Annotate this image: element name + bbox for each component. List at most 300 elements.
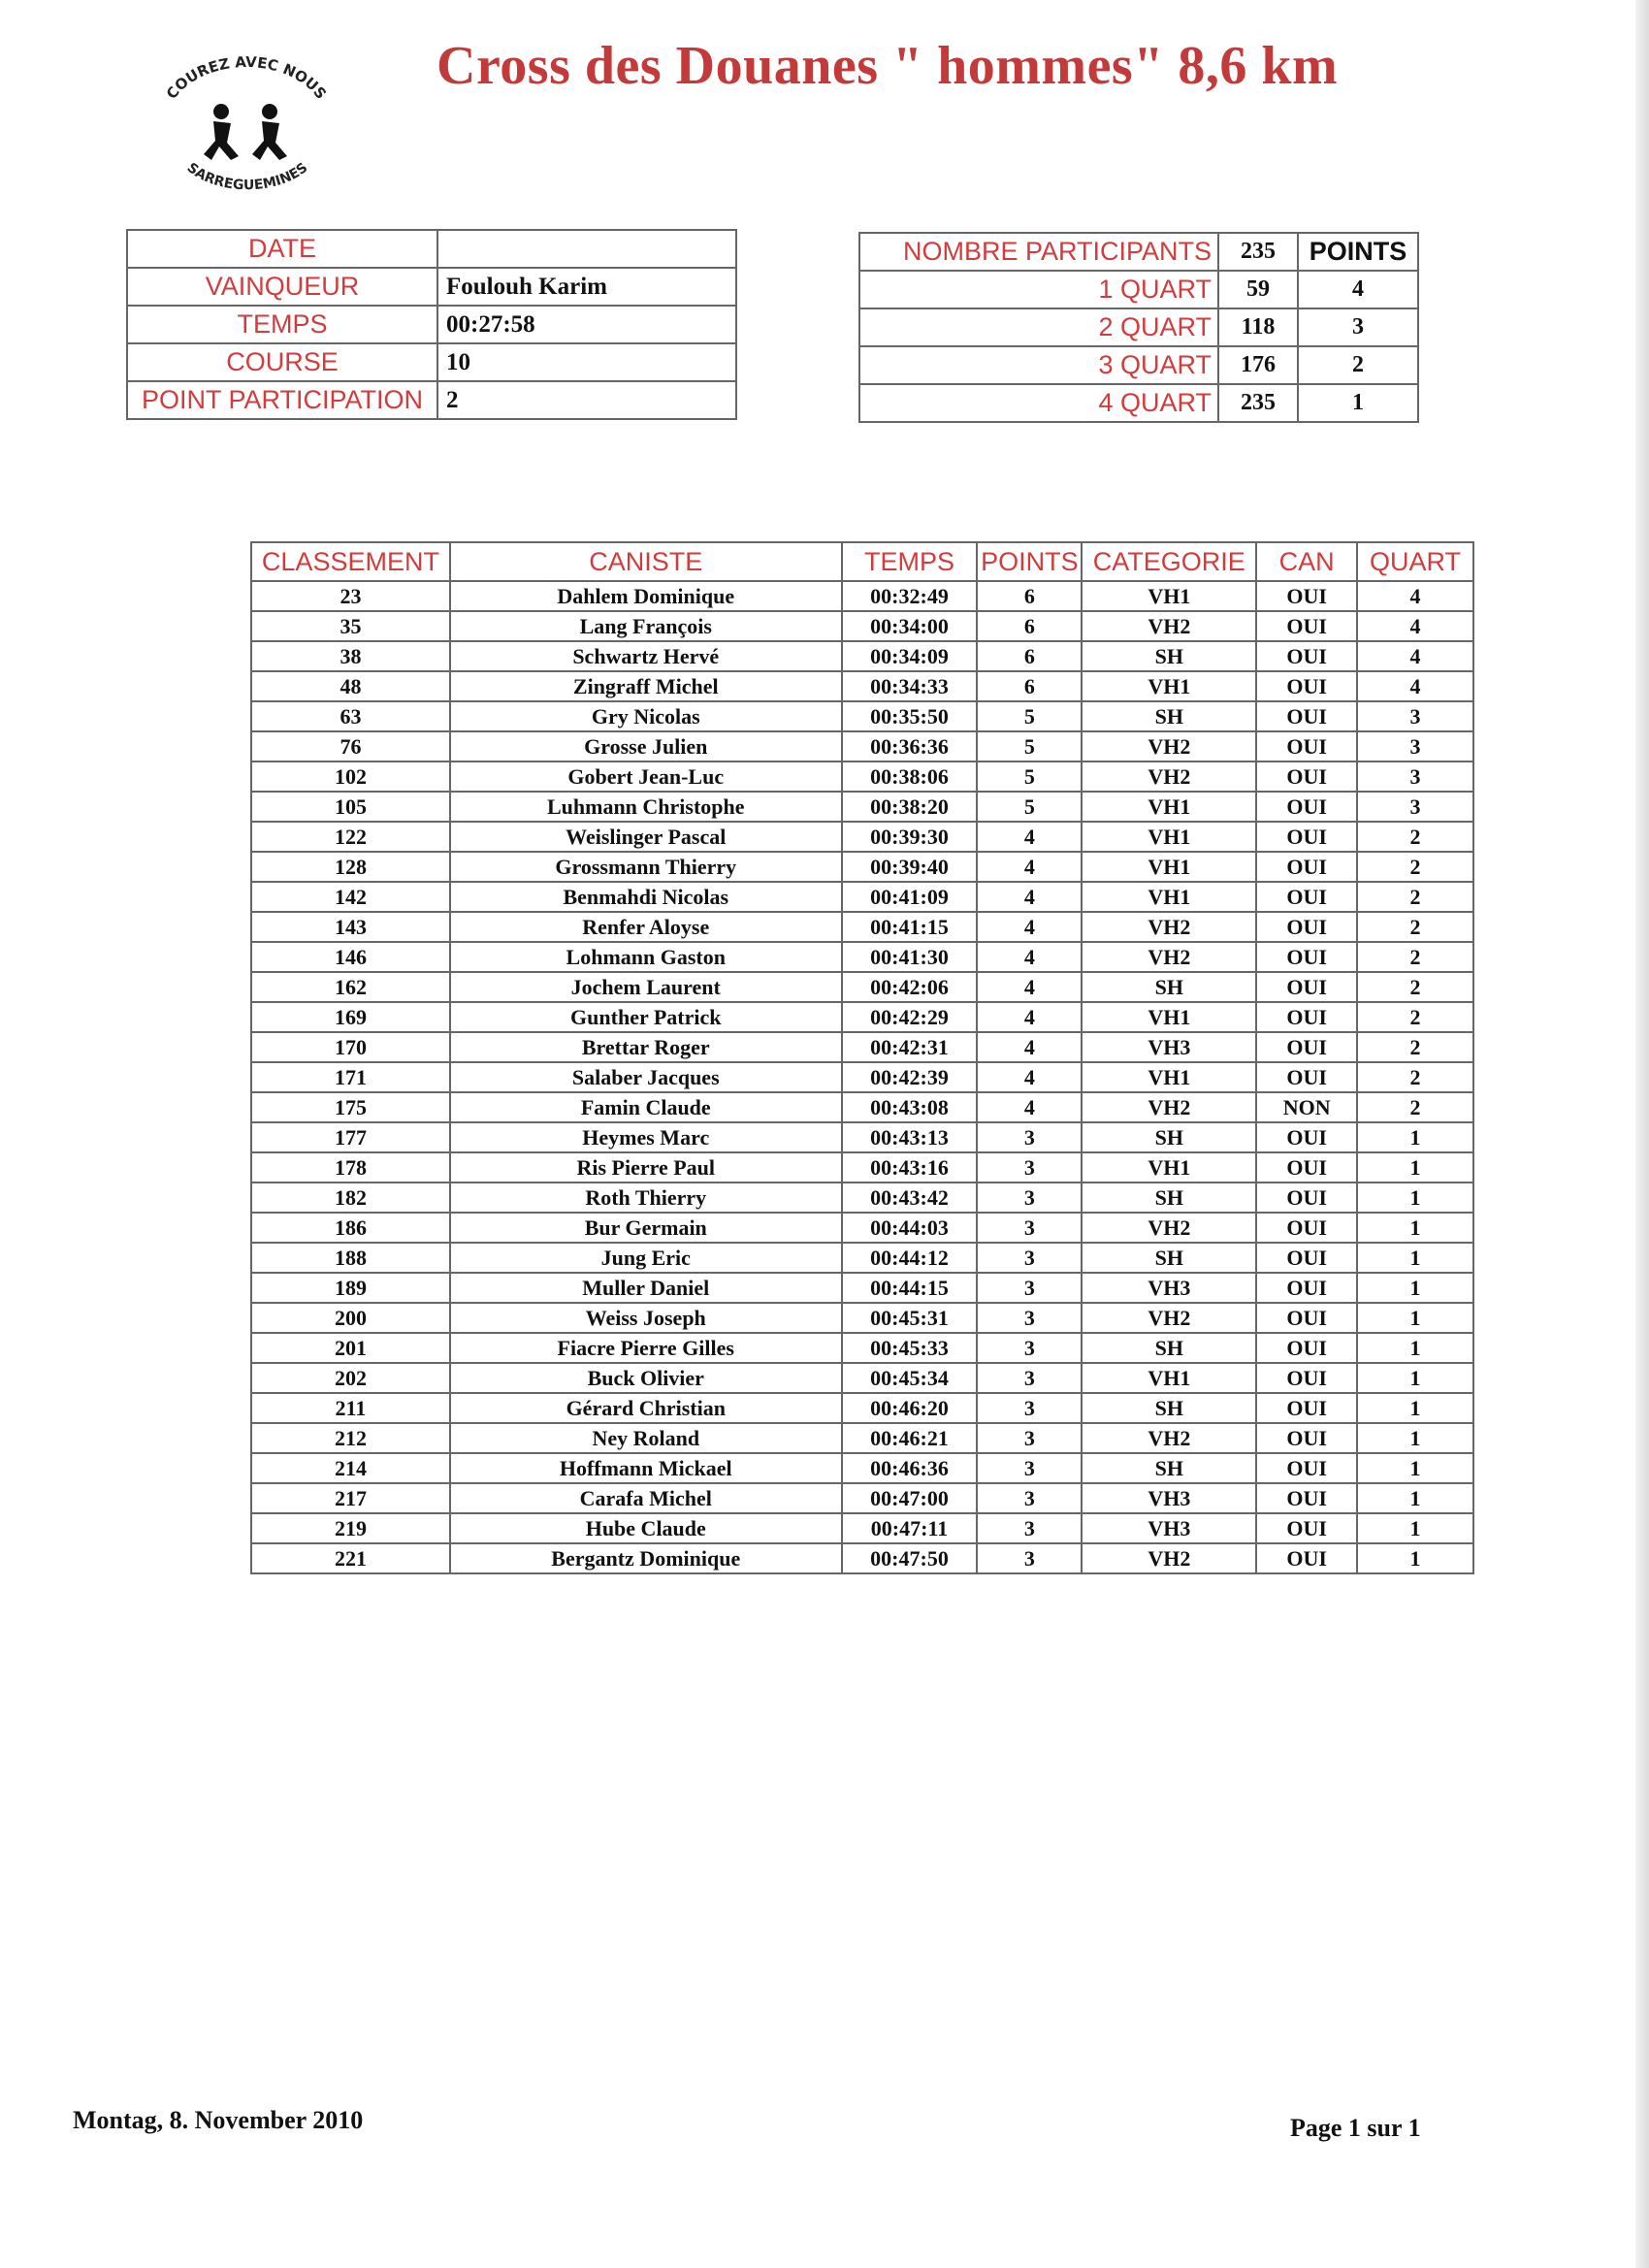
cell-time: 00:42:31 [842,1032,978,1062]
cell-quarter: 2 [1357,1002,1473,1032]
cell-category: VH3 [1082,1032,1256,1062]
info-row-winner [127,268,736,306]
table-row [251,822,1473,852]
table-row [251,1183,1473,1213]
table-row [251,1002,1473,1032]
info-row-participation-points [127,381,736,419]
table-row [251,1032,1473,1062]
cell-points: 4 [977,1062,1082,1092]
cell-can: OUI [1256,1393,1357,1423]
logo-bottom-text: SARREGUEMINES [183,160,311,194]
cell-points: 5 [977,731,1082,761]
cell-quarter: 2 [1357,882,1473,912]
cell-name: Ris Pierre Paul [450,1152,842,1183]
participants-total: 235 [1218,233,1298,271]
cell-points: 3 [977,1243,1082,1273]
cell-can: OUI [1256,1122,1357,1152]
cell-time: 00:39:30 [842,822,978,852]
column-header-points: POINTS [977,542,1082,581]
cell-name: Lohmann Gaston [450,942,842,972]
cell-name: Fiacre Pierre Gilles [450,1333,842,1363]
club-logo [146,53,344,204]
column-header-time: TEMPS [842,542,978,581]
cell-can: OUI [1256,1453,1357,1483]
cell-time: 00:47:50 [842,1543,978,1573]
cell-name: Lang François [450,611,842,641]
info-label: DATE [127,230,437,268]
cell-can: OUI [1256,641,1357,671]
cell-category: VH3 [1082,1273,1256,1303]
table-row [251,1483,1473,1513]
cell-name: Schwartz Hervé [450,641,842,671]
cell-name: Bur Germain [450,1213,842,1243]
cell-points: 4 [977,972,1082,1002]
cell-category: SH [1082,1122,1256,1152]
cell-rank: 48 [251,671,450,701]
cell-name: Grossmann Thierry [450,852,842,882]
svg-text:SARREGUEMINES [184,160,311,193]
cell-time: 00:47:11 [842,1513,978,1543]
cell-time: 00:36:36 [842,731,978,761]
quarter-row [859,308,1418,346]
table-row [251,641,1473,671]
cell-points: 5 [977,792,1082,822]
table-row [251,761,1473,792]
cell-quarter: 4 [1357,581,1473,611]
cell-time: 00:46:20 [842,1393,978,1423]
cell-can: OUI [1256,1333,1357,1363]
cell-category: VH1 [1082,852,1256,882]
cell-rank: 63 [251,701,450,731]
cell-quarter: 3 [1357,731,1473,761]
quarter-label: 2 QUART [859,308,1218,346]
cell-can: OUI [1256,912,1357,942]
cell-can: OUI [1256,701,1357,731]
cell-rank: 202 [251,1363,450,1393]
cell-can: OUI [1256,581,1357,611]
cell-quarter: 1 [1357,1152,1473,1183]
cell-name: Renfer Aloyse [450,912,842,942]
cell-can: OUI [1256,972,1357,1002]
cell-time: 00:34:00 [842,611,978,641]
cell-name: Luhmann Christophe [450,792,842,822]
cell-time: 00:43:42 [842,1183,978,1213]
cell-can: OUI [1256,852,1357,882]
cell-can: NON [1256,1092,1357,1122]
cell-quarter: 1 [1357,1453,1473,1483]
cell-can: OUI [1256,1213,1357,1243]
cell-rank: 143 [251,912,450,942]
table-row [251,852,1473,882]
cell-points: 4 [977,852,1082,882]
cell-quarter: 1 [1357,1393,1473,1423]
column-header-category: CATEGORIE [1082,542,1256,581]
footer-date: Montag, 8. November 2010 [73,2106,364,2134]
cell-quarter: 4 [1357,671,1473,701]
cell-quarter: 1 [1357,1183,1473,1213]
column-header-can: CAN [1256,542,1357,581]
cell-category: VH1 [1082,1152,1256,1183]
quarter-label: 4 QUART [859,384,1218,422]
cell-rank: 171 [251,1062,450,1092]
cell-name: Roth Thierry [450,1183,842,1213]
cell-points: 3 [977,1303,1082,1333]
cell-name: Carafa Michel [450,1483,842,1513]
cell-category: VH2 [1082,1213,1256,1243]
cell-category: SH [1082,1453,1256,1483]
participants-table [858,232,1419,423]
quarter-count: 59 [1218,271,1298,308]
cell-points: 4 [977,912,1082,942]
cell-name: Bergantz Dominique [450,1543,842,1573]
table-row [251,912,1473,942]
cell-can: OUI [1256,1032,1357,1062]
cell-time: 00:32:49 [842,581,978,611]
cell-rank: 142 [251,882,450,912]
quarter-points: 1 [1298,384,1418,422]
cell-can: OUI [1256,1483,1357,1513]
cell-category: SH [1082,701,1256,731]
cell-points: 3 [977,1543,1082,1573]
table-row [251,1423,1473,1453]
cell-points: 3 [977,1213,1082,1243]
cell-quarter: 2 [1357,1032,1473,1062]
cell-category: SH [1082,1243,1256,1273]
quarter-count: 118 [1218,308,1298,346]
cell-points: 3 [977,1333,1082,1363]
cell-rank: 201 [251,1333,450,1363]
cell-quarter: 4 [1357,611,1473,641]
cell-can: OUI [1256,822,1357,852]
column-header-rank: CLASSEMENT [251,542,450,581]
cell-can: OUI [1256,611,1357,641]
cell-quarter: 2 [1357,822,1473,852]
cell-category: VH1 [1082,1002,1256,1032]
cell-rank: 211 [251,1393,450,1423]
cell-time: 00:44:12 [842,1243,978,1273]
cell-rank: 162 [251,972,450,1002]
cell-quarter: 2 [1357,912,1473,942]
cell-rank: 217 [251,1483,450,1513]
cell-can: OUI [1256,882,1357,912]
svg-text:COUREZ AVEC NOUS [163,53,330,103]
cell-can: OUI [1256,1273,1357,1303]
cell-quarter: 1 [1357,1543,1473,1573]
cell-time: 00:43:16 [842,1152,978,1183]
cell-time: 00:34:33 [842,671,978,701]
cell-points: 3 [977,1483,1082,1513]
cell-points: 3 [977,1453,1082,1483]
cell-name: Salaber Jacques [450,1062,842,1092]
quarter-label: 1 QUART [859,271,1218,308]
table-row [251,1092,1473,1122]
quarter-row [859,271,1418,308]
cell-rank: 128 [251,852,450,882]
cell-name: Ney Roland [450,1423,842,1453]
table-row [251,1393,1473,1423]
cell-rank: 122 [251,822,450,852]
cell-quarter: 2 [1357,852,1473,882]
cell-time: 00:42:06 [842,972,978,1002]
cell-rank: 23 [251,581,450,611]
cell-quarter: 2 [1357,972,1473,1002]
cell-category: VH1 [1082,792,1256,822]
cell-category: VH1 [1082,882,1256,912]
quarter-label: 3 QUART [859,346,1218,384]
info-value [437,230,736,268]
cell-name: Gry Nicolas [450,701,842,731]
cell-quarter: 4 [1357,641,1473,671]
cell-rank: 170 [251,1032,450,1062]
cell-name: Jung Eric [450,1243,842,1273]
cell-rank: 102 [251,761,450,792]
cell-can: OUI [1256,942,1357,972]
cell-quarter: 3 [1357,701,1473,731]
cell-quarter: 3 [1357,761,1473,792]
cell-name: Gérard Christian [450,1393,842,1423]
cell-time: 00:44:15 [842,1273,978,1303]
cell-rank: 146 [251,942,450,972]
cell-rank: 35 [251,611,450,641]
info-value: 2 [437,381,736,419]
cell-name: Grosse Julien [450,731,842,761]
cell-time: 00:43:13 [842,1122,978,1152]
cell-name: Gunther Patrick [450,1002,842,1032]
participants-label: NOMBRE PARTICIPANTS [859,233,1218,271]
cell-category: VH2 [1082,912,1256,942]
cell-points: 3 [977,1423,1082,1453]
table-row [251,611,1473,641]
cell-quarter: 1 [1357,1423,1473,1453]
table-row [251,1062,1473,1092]
quarter-points: 4 [1298,271,1418,308]
column-header-name: CANISTE [450,542,842,581]
cell-rank: 38 [251,641,450,671]
cell-can: OUI [1256,1152,1357,1183]
points-header: POINTS [1298,233,1418,271]
cell-category: SH [1082,641,1256,671]
cell-category: VH2 [1082,1092,1256,1122]
cell-category: SH [1082,1183,1256,1213]
logo-top-text: COUREZ AVEC NOUS [162,53,331,103]
cell-rank: 169 [251,1002,450,1032]
info-value: Foulouh Karim [437,268,736,306]
table-row [251,1453,1473,1483]
cell-points: 3 [977,1273,1082,1303]
cell-points: 5 [977,701,1082,731]
cell-points: 3 [977,1393,1082,1423]
cell-points: 6 [977,611,1082,641]
cell-name: Muller Daniel [450,1273,842,1303]
quarter-points: 2 [1298,346,1418,384]
cell-points: 4 [977,1092,1082,1122]
race-info-table [126,229,737,420]
cell-name: Hoffmann Mickael [450,1453,842,1483]
cell-points: 3 [977,1363,1082,1393]
cell-time: 00:46:21 [842,1423,978,1453]
info-row-time [127,306,736,343]
cell-name: Buck Olivier [450,1363,842,1393]
participants-header-row [859,233,1418,271]
table-row [251,942,1473,972]
cell-time: 00:47:00 [842,1483,978,1513]
cell-category: VH2 [1082,761,1256,792]
cell-points: 6 [977,641,1082,671]
results-table [250,541,1474,1574]
cell-category: VH1 [1082,1363,1256,1393]
cell-rank: 182 [251,1183,450,1213]
cell-category: VH2 [1082,1423,1256,1453]
table-row [251,1152,1473,1183]
table-row [251,581,1473,611]
cell-time: 00:38:06 [842,761,978,792]
cell-quarter: 1 [1357,1243,1473,1273]
cell-can: OUI [1256,1002,1357,1032]
cell-can: OUI [1256,1543,1357,1573]
cell-can: OUI [1256,1243,1357,1273]
cell-name: Gobert Jean-Luc [450,761,842,792]
cell-time: 00:43:08 [842,1092,978,1122]
quarter-points: 3 [1298,308,1418,346]
cell-category: SH [1082,1393,1256,1423]
cell-can: OUI [1256,1062,1357,1092]
cell-name: Dahlem Dominique [450,581,842,611]
cell-points: 4 [977,1002,1082,1032]
page-title: Cross des Douanes " hommes" 8,6 km [436,36,1339,96]
cell-points: 3 [977,1122,1082,1152]
cell-rank: 175 [251,1092,450,1122]
cell-name: Zingraff Michel [450,671,842,701]
cell-name: Jochem Laurent [450,972,842,1002]
cell-points: 4 [977,882,1082,912]
cell-can: OUI [1256,671,1357,701]
table-row [251,792,1473,822]
quarter-row [859,346,1418,384]
quarter-count: 176 [1218,346,1298,384]
cell-category: SH [1082,1333,1256,1363]
cell-category: VH2 [1082,731,1256,761]
cell-time: 00:41:15 [842,912,978,942]
info-value: 00:27:58 [437,306,736,343]
runner-right-icon [252,104,287,160]
cell-category: VH2 [1082,1303,1256,1333]
table-row [251,1213,1473,1243]
cell-rank: 178 [251,1152,450,1183]
cell-time: 00:45:31 [842,1303,978,1333]
cell-category: VH1 [1082,822,1256,852]
cell-name: Weiss Joseph [450,1303,842,1333]
table-row [251,1243,1473,1273]
cell-can: OUI [1256,1363,1357,1393]
cell-category: VH2 [1082,1543,1256,1573]
cell-rank: 76 [251,731,450,761]
info-label: POINT PARTICIPATION [127,381,437,419]
cell-name: Hube Claude [450,1513,842,1543]
cell-quarter: 1 [1357,1303,1473,1333]
cell-quarter: 1 [1357,1213,1473,1243]
cell-points: 3 [977,1152,1082,1183]
cell-points: 4 [977,822,1082,852]
cell-can: OUI [1256,1513,1357,1543]
cell-name: Brettar Roger [450,1032,842,1062]
cell-quarter: 1 [1357,1363,1473,1393]
cell-rank: 219 [251,1513,450,1543]
cell-time: 00:42:39 [842,1062,978,1092]
cell-points: 4 [977,942,1082,972]
column-header-quarter: QUART [1357,542,1473,581]
cell-quarter: 1 [1357,1333,1473,1363]
cell-quarter: 2 [1357,1092,1473,1122]
cell-name: Famin Claude [450,1092,842,1122]
cell-category: VH2 [1082,942,1256,972]
cell-can: OUI [1256,1303,1357,1333]
cell-name: Weislinger Pascal [450,822,842,852]
table-row [251,1513,1473,1543]
cell-can: OUI [1256,731,1357,761]
cell-time: 00:41:30 [842,942,978,972]
cell-can: OUI [1256,1423,1357,1453]
cell-category: VH2 [1082,611,1256,641]
table-row [251,1273,1473,1303]
cell-time: 00:45:33 [842,1333,978,1363]
quarter-count: 235 [1218,384,1298,422]
quarter-row [859,384,1418,422]
cell-name: Benmahdi Nicolas [450,882,842,912]
footer-page-number: Page 1 sur 1 [1290,2114,1421,2142]
info-value: 10 [437,343,736,381]
cell-category: VH1 [1082,671,1256,701]
info-label: COURSE [127,343,437,381]
cell-name: Heymes Marc [450,1122,842,1152]
cell-rank: 105 [251,792,450,822]
cell-rank: 200 [251,1303,450,1333]
cell-rank: 212 [251,1423,450,1453]
info-row-date [127,230,736,268]
cell-points: 6 [977,581,1082,611]
cell-category: SH [1082,972,1256,1002]
cell-time: 00:41:09 [842,882,978,912]
cell-points: 3 [977,1183,1082,1213]
cell-points: 3 [977,1513,1082,1543]
cell-quarter: 1 [1357,1513,1473,1543]
cell-time: 00:35:50 [842,701,978,731]
info-label: VAINQUEUR [127,268,437,306]
cell-can: OUI [1256,1183,1357,1213]
cell-points: 4 [977,1032,1082,1062]
table-row [251,1363,1473,1393]
cell-rank: 186 [251,1213,450,1243]
cell-points: 6 [977,671,1082,701]
cell-time: 00:38:20 [842,792,978,822]
cell-quarter: 2 [1357,942,1473,972]
table-row [251,1122,1473,1152]
cell-rank: 189 [251,1273,450,1303]
runner-left-icon [204,104,239,160]
cell-rank: 214 [251,1453,450,1483]
cell-points: 5 [977,761,1082,792]
table-row [251,1333,1473,1363]
table-row [251,701,1473,731]
cell-quarter: 1 [1357,1483,1473,1513]
cell-rank: 221 [251,1543,450,1573]
cell-quarter: 1 [1357,1122,1473,1152]
table-row [251,1303,1473,1333]
cell-quarter: 1 [1357,1273,1473,1303]
cell-time: 00:42:29 [842,1002,978,1032]
table-row [251,671,1473,701]
table-row [251,1543,1473,1573]
cell-category: VH1 [1082,1062,1256,1092]
